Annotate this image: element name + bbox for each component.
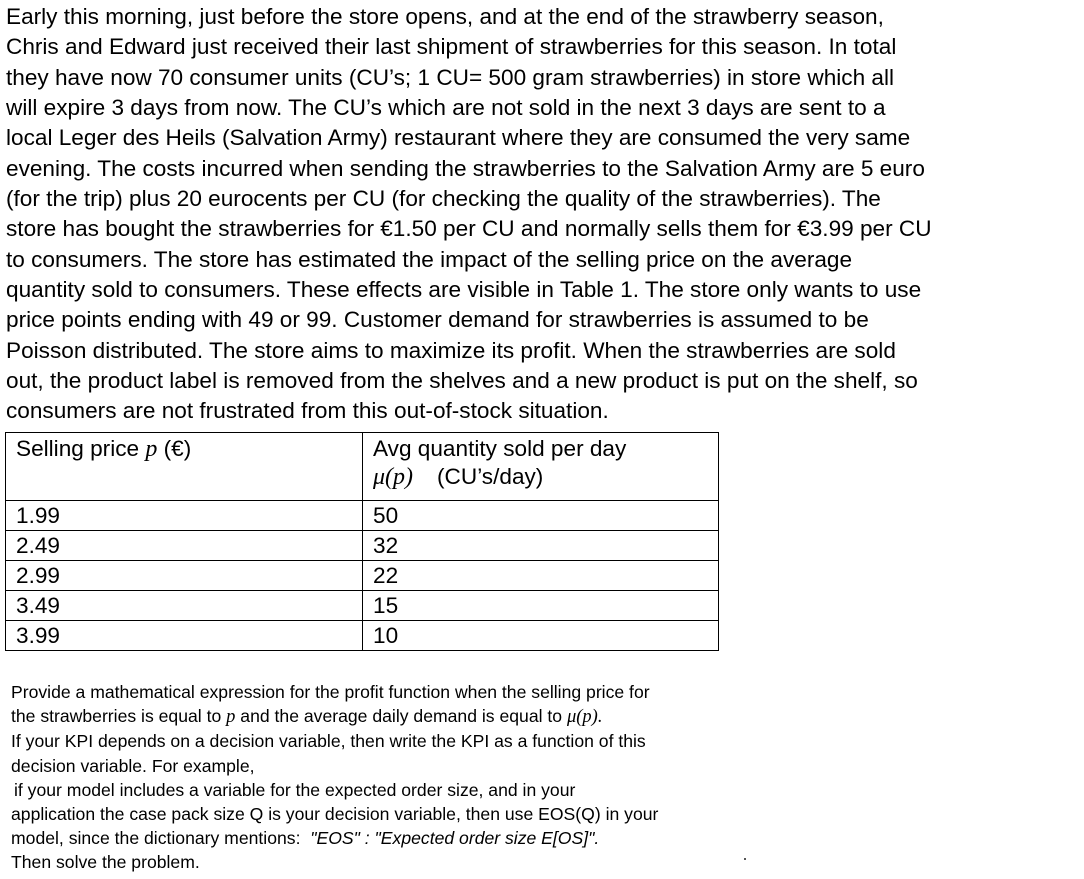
table-header-row <box>6 433 719 501</box>
header-price-symbol: p <box>145 436 158 462</box>
paragraph-line: (for the trip) plus 20 eurocents per CU (for checking the quality of the strawberries). The <box>6 186 881 212</box>
paragraph-line: store has bought the strawberries for €1.50 per CU and normally sells them for €3.99 per CU <box>6 216 932 242</box>
quantity-cell: 32 <box>363 531 719 561</box>
header-avg-quantity-text: Avg quantity sold per day <box>373 436 627 461</box>
paragraph-line: evening. The costs incurred when sending the strawberries to the Salvation Army are 5 euro <box>6 155 925 181</box>
header-demand-symbol: μ(p) <box>373 464 414 490</box>
question-line: application the case pack size Q is your decision variable, then use EOS(Q) in your <box>11 804 659 825</box>
question-block <box>11 680 771 875</box>
paragraph-line: Early this morning, just before the store opens, and at the end of the strawberry season, <box>6 4 884 29</box>
dictionary-quote: "EOS" : "Expected order size E[OS]". <box>310 828 600 849</box>
table-row <box>6 621 719 651</box>
price-cell: 2.99 <box>6 561 363 591</box>
stray-dot <box>744 858 746 860</box>
paragraph-line: consumers are not frustrated from this out-of-stock situation. <box>6 398 609 424</box>
header-demand-line <box>373 463 718 491</box>
demand-variable: μ(p). <box>566 707 603 728</box>
paragraph-line: Poisson distributed. The store aims to maximize its profit. When the strawberries are sold <box>6 337 896 363</box>
quantity-cell: 50 <box>363 501 719 531</box>
paragraph-line: local Leger des Heils (Salvation Army) restaurant where they are consumed the very same <box>6 125 911 151</box>
paragraph-line: they have now 70 consumer units (CU’s; 1 CU= 500 gram strawberries) in store which all <box>6 64 895 90</box>
price-variable: p <box>226 707 236 728</box>
table-row <box>6 501 719 531</box>
paragraph-line: price points ending with 49 or 99. Customer demand for strawberries is assumed to be <box>6 307 869 333</box>
paragraph-line: out, the product label is removed from the shelves and a new product is put on the shelf, so <box>6 368 918 394</box>
header-selling-price-text: Selling price <box>16 436 140 461</box>
table-row <box>6 561 719 591</box>
quantity-cell: 10 <box>363 621 719 651</box>
question-line <box>11 826 771 850</box>
question-line: if your model includes a variable for the expected order size, and in your <box>14 779 576 800</box>
question-line: If your KPI depends on a decision variable, then write the KPI as a function of this <box>11 731 646 752</box>
table-row <box>6 531 719 561</box>
question-line: Then solve the problem. <box>11 852 200 873</box>
question-text: and the average daily demand is equal to <box>240 706 563 727</box>
question-line <box>11 704 771 729</box>
header-selling-price <box>6 433 363 501</box>
price-cell: 3.49 <box>6 591 363 621</box>
price-cell: 3.99 <box>6 621 363 651</box>
table-row <box>6 591 719 621</box>
question-text: the strawberries is equal to <box>11 706 222 727</box>
price-cell: 1.99 <box>6 501 363 531</box>
question-line: decision variable. For example, <box>11 755 255 776</box>
header-price-unit: (€) <box>163 436 192 461</box>
paragraph-line: will expire 3 days from now. The CU’s which are not sold in the next 3 days are sent to a <box>6 95 886 121</box>
header-demand-unit: (CU’s/day) <box>437 464 544 489</box>
question-line: Provide a mathematical expression for the profit function when the selling price for <box>11 682 650 702</box>
paragraph-line: Chris and Edward just received their last shipment of strawberries for this season. In total <box>6 34 897 60</box>
price-cell: 2.49 <box>6 531 363 561</box>
paragraph-line: to consumers. The store has estimated the impact of the selling price on the average <box>6 246 853 272</box>
quantity-cell: 22 <box>363 561 719 591</box>
quantity-cell: 15 <box>363 591 719 621</box>
question-text: model, since the dictionary mentions: <box>11 828 301 849</box>
price-demand-table <box>5 432 719 651</box>
header-avg-quantity <box>363 433 719 501</box>
problem-paragraph <box>6 2 1080 427</box>
paragraph-line: quantity sold to consumers. These effects are visible in Table 1. The store only wants to use <box>6 277 922 303</box>
